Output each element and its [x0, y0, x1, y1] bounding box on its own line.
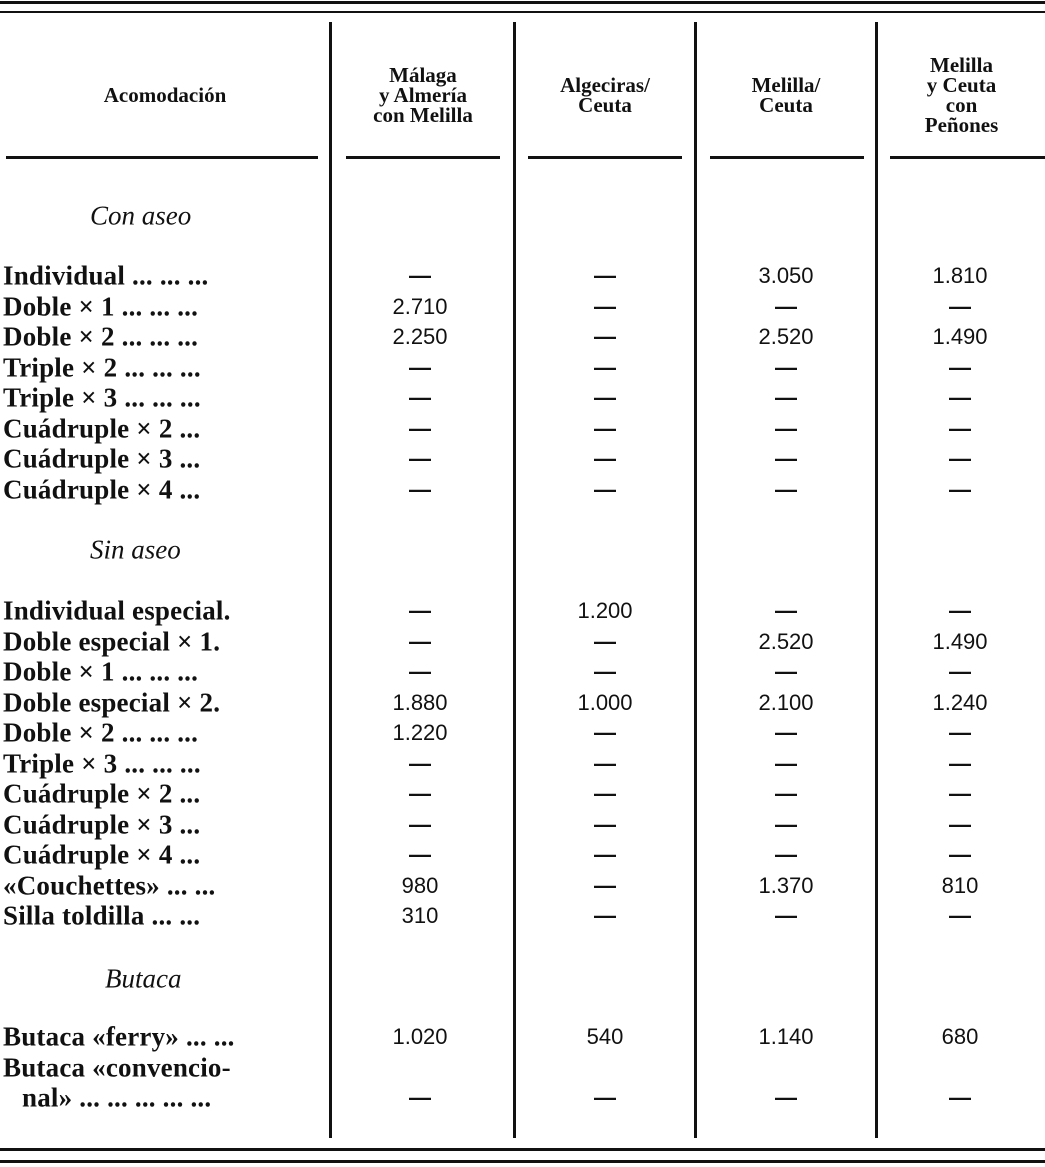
table-cell: 1.200 — [577, 598, 633, 623]
header-malaga-almeria: Málaga y Almería con Melilla — [373, 63, 473, 127]
row-label: Individual especial. — [3, 595, 231, 626]
table-cell: — — [949, 781, 971, 806]
section-heading: Sin aseo — [90, 534, 181, 565]
table-cell: — — [775, 1085, 797, 1110]
table-cell: — — [594, 1085, 616, 1110]
table-cell: — — [409, 750, 431, 776]
row-label: Cuádruple × 2 ... — [3, 413, 201, 443]
column-divider — [875, 22, 878, 1138]
table-cell: 310 — [401, 903, 439, 928]
top-rule-2 — [0, 11, 1045, 13]
table-cell: 3.050 — [758, 263, 814, 288]
bottom-rule-2 — [0, 1160, 1045, 1163]
row-label: Doble especial × 1. — [3, 626, 221, 656]
table-cell: — — [949, 903, 971, 928]
header-acomodacion: Acomodación — [103, 83, 227, 107]
table-cell: — — [949, 659, 971, 684]
header-melilla-ceuta-penones: Melilla y Ceuta con Peñones — [924, 53, 999, 137]
bottom-rule — [0, 1148, 1045, 1151]
table-cell: 1.240 — [932, 689, 988, 715]
section-heading: Con aseo — [90, 200, 192, 231]
table-cell: — — [409, 354, 431, 380]
table-cell: — — [409, 628, 431, 654]
header-underline — [528, 156, 682, 159]
table-cell: 540 — [586, 1024, 624, 1049]
table-cell: — — [409, 659, 431, 684]
table-cell: — — [775, 415, 797, 441]
header-melilla-ceuta: Melilla/ Ceuta — [751, 73, 821, 117]
table-cell: — — [775, 903, 797, 928]
table-cell: — — [949, 385, 971, 410]
row-label: Doble × 2 ... ... ... — [3, 717, 199, 748]
table-cell: — — [949, 750, 971, 776]
table-cell: — — [949, 354, 971, 380]
table-cell: — — [409, 781, 431, 806]
row-label: Triple × 2 ... ... ... — [3, 352, 201, 382]
table-cell: — — [594, 385, 616, 410]
table-cell: — — [949, 842, 971, 867]
row-label: Cuádruple × 3 ... — [3, 809, 201, 839]
top-rule — [0, 1, 1045, 4]
table-cell: — — [594, 324, 616, 349]
table-cell: — — [949, 476, 971, 502]
table-cell: — — [409, 446, 431, 471]
row-label: «Couchettes» ... ... — [3, 870, 216, 900]
table-cell: — — [594, 628, 616, 654]
table-cell: — — [594, 415, 616, 441]
table-cell: — — [594, 354, 616, 380]
row-label: Butaca «convencio- — [3, 1052, 231, 1082]
table-cell: — — [775, 720, 797, 745]
table-cell: 1.020 — [392, 1024, 448, 1049]
row-label: Individual ... ... ... — [3, 260, 209, 291]
row-label: Triple × 3 ... ... ... — [3, 748, 201, 778]
table-cell: — — [775, 476, 797, 502]
table-cell: — — [594, 842, 616, 867]
table-cell: 2.520 — [758, 324, 814, 349]
table-cell: — — [409, 263, 431, 288]
table-cell: — — [594, 811, 616, 837]
table-cell: 680 — [941, 1024, 979, 1049]
table-cell: 1.880 — [392, 689, 448, 715]
table-cell: — — [594, 750, 616, 776]
header-underline — [346, 156, 500, 159]
table-cell: — — [409, 1085, 431, 1110]
table-cell: — — [949, 598, 971, 623]
row-label: Triple × 3 ... ... ... — [3, 382, 201, 413]
table-cell: — — [594, 781, 616, 806]
section-heading: Butaca — [105, 963, 182, 994]
column-divider — [513, 22, 516, 1138]
row-label: nal» ... ... ... ... ... — [22, 1082, 212, 1113]
row-label: Silla toldilla ... ... — [3, 900, 201, 931]
table-cell: 1.490 — [932, 324, 988, 349]
table-cell: 2.520 — [758, 628, 814, 654]
table-cell: — — [594, 476, 616, 502]
row-label: Cuádruple × 4 ... — [3, 839, 201, 870]
table-cell: — — [409, 476, 431, 502]
row-label: Butaca «ferry» ... ... — [3, 1021, 235, 1052]
table-cell: — — [594, 446, 616, 471]
table-cell: — — [594, 659, 616, 684]
table-cell: — — [594, 903, 616, 928]
table-cell: — — [775, 598, 797, 623]
table-cell: — — [949, 446, 971, 471]
table-cell: — — [775, 446, 797, 471]
table-cell: 810 — [941, 872, 979, 898]
table-cell: — — [409, 385, 431, 410]
header-underline — [890, 156, 1045, 159]
table-cell: — — [775, 354, 797, 380]
table-cell: — — [409, 811, 431, 837]
column-divider — [329, 22, 332, 1138]
table-cell: — — [775, 811, 797, 837]
table-cell: — — [594, 872, 616, 898]
table-cell: — — [775, 659, 797, 684]
table-cell: — — [775, 293, 797, 319]
table-cell: — — [949, 1085, 971, 1110]
table-cell: 1.000 — [577, 689, 633, 715]
row-label: Doble × 1 ... ... ... — [3, 656, 199, 687]
table-cell: — — [594, 293, 616, 319]
table-cell: — — [409, 842, 431, 867]
table-cell: — — [949, 415, 971, 441]
table-cell: — — [594, 720, 616, 745]
table-cell: — — [949, 720, 971, 745]
header-underline — [710, 156, 864, 159]
row-label: Doble × 2 ... ... ... — [3, 321, 199, 352]
table-cell: — — [949, 811, 971, 837]
table-cell: 2.250 — [392, 324, 448, 349]
table-cell: 980 — [401, 872, 439, 898]
header-underline — [6, 156, 318, 159]
column-divider — [694, 22, 697, 1138]
table-cell: — — [409, 415, 431, 441]
header-algeciras-ceuta: Algeciras/ Ceuta — [560, 73, 650, 117]
table-cell: — — [775, 842, 797, 867]
row-label: Cuádruple × 2 ... — [3, 778, 201, 809]
row-label: Cuádruple × 4 ... — [3, 474, 201, 504]
table-cell: — — [949, 293, 971, 319]
table-cell: — — [775, 385, 797, 410]
table-cell: — — [775, 781, 797, 806]
table-cell: 1.490 — [932, 628, 988, 654]
row-label: Cuádruple × 3 ... — [3, 443, 201, 474]
table-cell: 1.220 — [392, 720, 448, 745]
table-cell: 2.100 — [758, 689, 814, 715]
row-label: Doble especial × 2. — [3, 687, 221, 717]
table-cell: — — [409, 598, 431, 623]
table-cell: — — [594, 263, 616, 288]
table-cell: 1.140 — [758, 1024, 814, 1049]
table-cell: 1.810 — [932, 263, 988, 288]
row-label: Doble × 1 ... ... ... — [3, 291, 199, 321]
table-cell: — — [775, 750, 797, 776]
table-cell: 2.710 — [392, 293, 448, 319]
table-cell: 1.370 — [758, 872, 814, 898]
